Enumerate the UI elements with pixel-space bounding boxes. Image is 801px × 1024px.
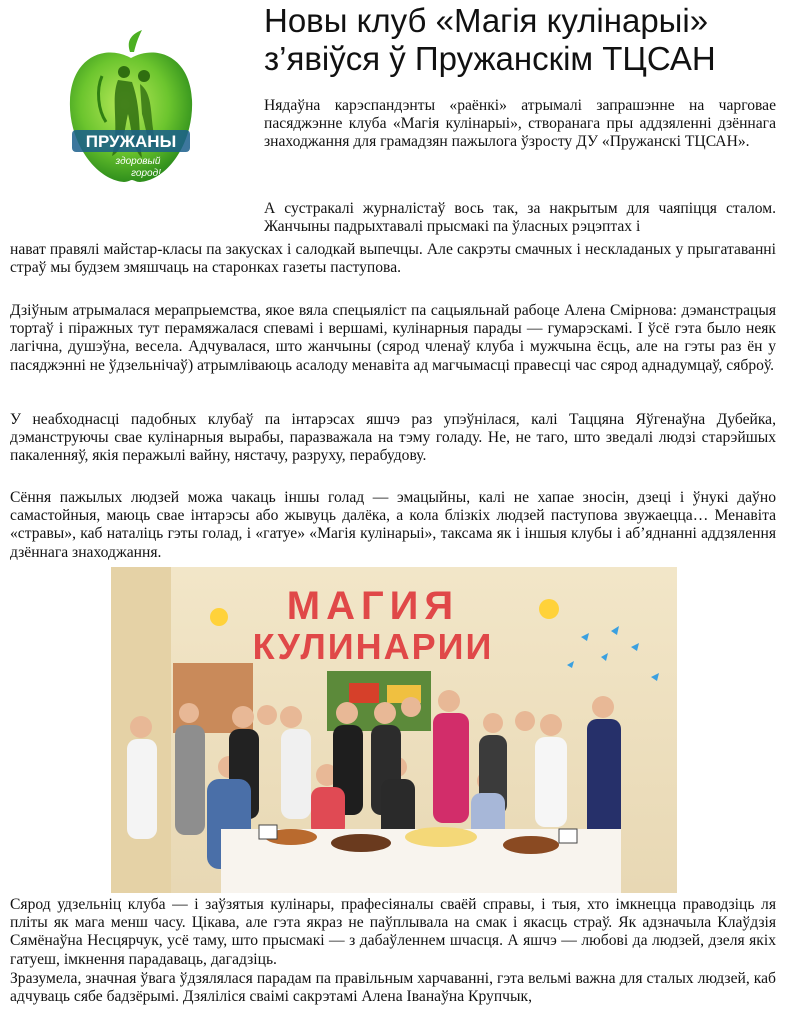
photo-banner-line1: МАГИЯ — [286, 584, 460, 628]
paragraph-2-rest: нават правялі майстар-класы па закусках і салодкай выпечцы. Але сакрэты смачных і нескладаных у прыгатаванні страў мы будзем змяшчаць на старонках газеты паступова. — [10, 241, 776, 277]
paragraph-5: Сёння пажылых людзей можа чакаць іншы голад — эмацыйны, калі не хапае зносін, дзеці і ўнукі даўно самастойныя, маюць свае інтарэсы або жывуць далёка, а кола блізкіх людзей паступова звужаецца… Менавіта «стравы», каб наталіць гэты голад, і «гатуе» «Магія кулінарыі», таксама як і іншыя клубы і аб’яднанні аддзялення дзённага знаходжання. — [10, 489, 776, 561]
logo-name: ПРУЖАНЫ — [85, 132, 177, 151]
paragraph-7: Зразумела, значная ўвага ўдзялялася парадам па правільным харчаванні, гэта вельмі важна для сталых людзей, каб адчуваць сябе бадзёрымі. Дзяліліся сваімі сакрэтамі Алена Іванаўна Крупчык, — [10, 970, 776, 1006]
logo-slogan-line2: город! — [131, 168, 161, 179]
paragraph-3: Дзіўным атрымалася мерапрыемства, якое вяла спецыяліст па сацыяльнай рабоце Алена Смірнова: дэманстрацыя тортаў і піражных тут перамяжалася спевамі і вершамі, кулінарныя парады — гумарэскамі. І ўсё гэта было неяк лагічна, душэўна, весела. Адчувалася, што жанчыны (сярод членаў клуба і мужчына ёсць, але на гэты раз ён у пасяджэнні не ўдзельнічаў) атрымліваюць асалоду менавіта ад магчымасці правесці час сярод аднадумцаў, сяброў. — [10, 302, 776, 374]
smiley-sticker-right — [539, 599, 559, 619]
photo-banner-line2: КУЛИНАРИИ — [252, 626, 494, 667]
club-group-photo — [111, 567, 677, 893]
title-line-2: з’явіўся ў Пружанскім ТЦСАН — [264, 40, 716, 77]
article-title — [264, 2, 794, 78]
pruzhany-logo — [66, 30, 196, 188]
paragraph-6: Сярод удзельніц клуба — і заўзятыя кулінары, прафесіяналы сваёй справы, і тыя, хто імкнецца праводзіць ля пліты як мага менш часу. Цікава, але гэта якраз не паўплывала на смак і якасць страў. Як адзначыла Клаўдзія Сямёнаўна Несцярчук, усё таму, што прысмакі — з дабаўленнем шчасця. А яшчэ — любові да людзей, дзеля якіх гатуеш, імкнення парадаваць, дагадзіць. — [10, 896, 776, 968]
paragraph-intro: Нядаўна карэспандэнты «раёнкі» атрымалі запрашэнне на чарговае пасяджэнне клуба «Магія кулінарыі», створанага пры аддзяленні дзённага знаходжання для грамадзян пажылога ўзросту ДУ «Пружанскі ТЦСАН». — [264, 97, 776, 151]
logo-slogan-line1: здоровый — [115, 156, 161, 167]
paragraph-2-top: А сустракалі журналістаў вось так, за накрытым для чаяпіцця сталом. Жанчыны падрыхтавалі прысмакі па ўласных рэцэптах і — [264, 200, 776, 236]
paragraph-4: У неабходнасці падобных клубаў па інтарэсах яшчэ раз упэўнілася, калі Таццяна Яўгенаўна Дубейка, дэманструючы свае кулінарныя вырабы, паразважала на тэму голаду. Не, не таго, што зведалі людзі старэйшых пакаленняў, якія перажылі вайну, нястачу, разруху, перабудову. — [10, 411, 776, 465]
smiley-sticker-left — [210, 608, 228, 626]
title-line-1: Новы клуб «Магія кулінарыі» — [264, 2, 709, 39]
